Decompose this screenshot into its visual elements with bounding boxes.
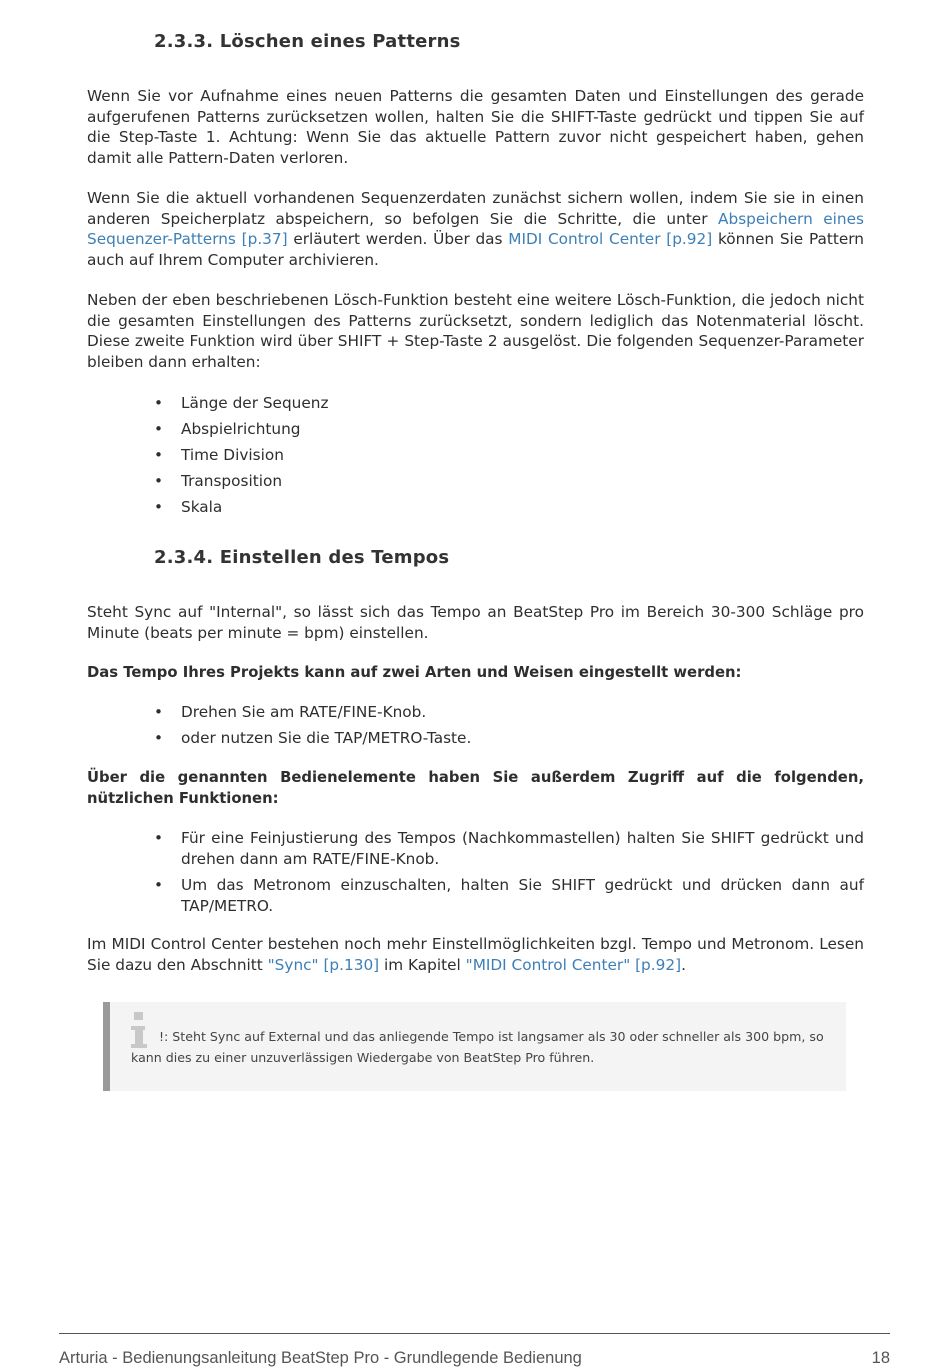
- bold-paragraph-useful-functions: Über die genannten Bedienelemente haben Sie außerdem Zugriff auf die folgenden, nützlichen Funktionen:: [87, 769, 864, 807]
- list-item: • Time Division: [154, 442, 864, 468]
- paragraph-save-sequencer: [87, 188, 864, 270]
- link-midi-control-center[interactable]: MIDI Control Center [p.92]: [508, 230, 713, 248]
- paragraph-delete-pattern: Wenn Sie vor Aufnahme eines neuen Patterns die gesamten Daten und Einstellungen des gerade aufgerufenen Patterns zurücksetzen wollen, halten Sie die SHIFT-Taste gedrückt und tippen Sie auf die Step-Taste 1. Achtung: Wenn Sie das aktuelle Pattern zuvor nicht gespeichert haben, gehen damit alle Pattern-Daten verloren.: [87, 87, 864, 167]
- list-item: • Transposition: [154, 468, 864, 494]
- link-midi-control-center-chapter[interactable]: "MIDI Control Center" [p.92]: [465, 955, 682, 974]
- section-heading-2-3-4: 2.3.4. Einstellen des Tempos: [154, 547, 450, 568]
- text-span: Im MIDI Control Center bestehen noch mehr Einstellmöglichkeiten bzgl. Tempo und Metronom. Lesen Sie dazu den Abschnitt: [87, 935, 864, 974]
- info-note-box: [103, 1002, 846, 1091]
- paragraph-second-delete-function: Neben der eben beschriebenen Lösch-Funktion besteht eine weitere Lösch-Funktion, die jedoch nicht die gesamten Einstellungen des Patterns zurücksetzt, sondern lediglich das Notenmaterial löscht. Diese zweite Funktion wird über SHIFT + Step-Taste 2 ausgelöst. Die folgenden Sequenzer-Parameter bleiben dann erhalten:: [87, 291, 864, 371]
- paragraph-midi-control-center: [87, 934, 864, 975]
- text-span: Wenn Sie die aktuell vorhandenen Sequenzerdaten zunächst sichern wollen, indem Sie sie in einen anderen Speicherplatz abspeichern, so befolgen Sie die Schritte, die unter: [87, 189, 864, 228]
- text-span: erläutert werden. Über das: [287, 230, 509, 248]
- text-span: .: [681, 955, 686, 974]
- list-item: • Länge der Sequenz: [154, 390, 864, 416]
- section-heading-2-3-3: 2.3.3. Löschen eines Patterns: [154, 31, 461, 52]
- list-item: • Für eine Feinjustierung des Tempos (Nachkommastellen) halten Sie SHIFT gedrückt und drehen dann am RATE/FINE-Knob.: [154, 828, 864, 869]
- list-item: • Um das Metronom einzuschalten, halten Sie SHIFT gedrückt und drücken dann auf TAP/METRO.: [154, 875, 864, 916]
- text-span: im Kapitel: [379, 955, 466, 974]
- tempo-methods-list: [154, 702, 864, 748]
- footer-divider: [59, 1333, 890, 1334]
- link-save-sequencer-pattern[interactable]: Abspeichern eines Sequenzer-Patterns [p.37]: [87, 209, 864, 248]
- list-item: • Skala: [154, 494, 864, 520]
- page-number: 18: [871, 1349, 890, 1367]
- paragraph-tempo-range: Steht Sync auf "Internal", so lässt sich das Tempo an BeatStep Pro im Bereich 30-300 Schläge pro Minute (beats per minute = bpm) einstellen.: [87, 603, 864, 642]
- useful-functions-list: [154, 828, 864, 916]
- bold-paragraph-two-ways: Das Tempo Ihres Projekts kann auf zwei Arten und Weisen eingestellt werden:: [87, 664, 742, 681]
- text-span: können Sie Pattern auch auf Ihrem Computer archivieren.: [87, 230, 864, 269]
- footer-title: Arturia - Bedienungsanleitung BeatStep Pro - Grundlegende Bedienung: [59, 1349, 582, 1367]
- retained-parameters-list: [154, 390, 864, 520]
- list-item: • Drehen Sie am RATE/FINE-Knob.: [154, 702, 864, 723]
- link-sync[interactable]: "Sync" [p.130]: [267, 955, 380, 974]
- list-item: • oder nutzen Sie die TAP/METRO-Taste.: [154, 728, 864, 749]
- note-text: !: Steht Sync auf External und das anliegende Tempo ist langsamer als 30 oder schneller als 300 bpm, so kann dies zu einer unzuverlässigen Wiedergabe von BeatStep Pro führen.: [131, 1029, 824, 1065]
- list-item: • Abspielrichtung: [154, 416, 864, 442]
